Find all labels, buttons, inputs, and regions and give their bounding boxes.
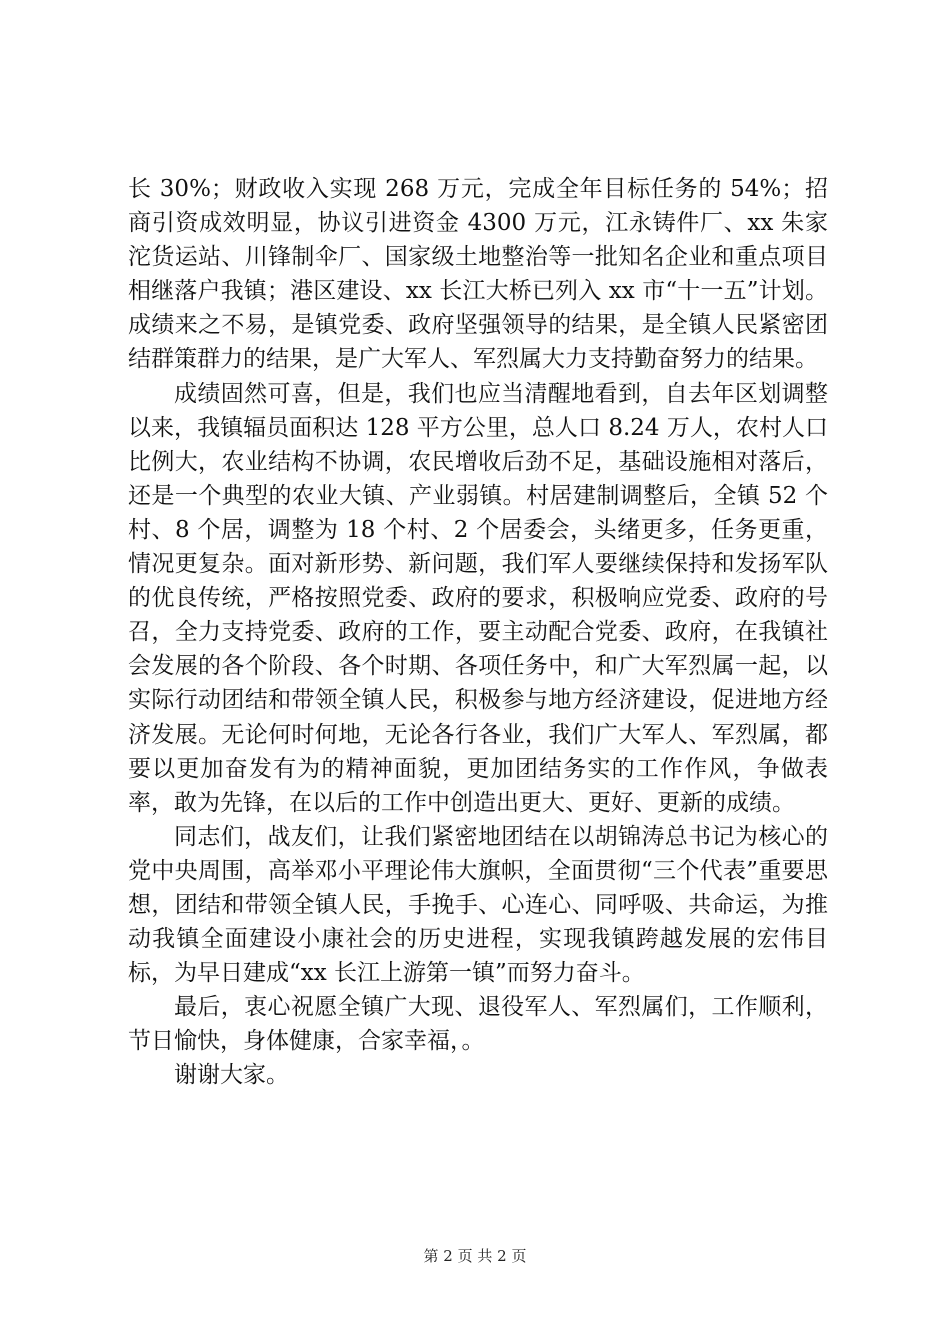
paragraph-closing-wishes: 最后，衷心祝愿全镇广大现、退役军人、军烈属们，工作顺利，节日愉快，身体健康，合家幸福，。 [128, 994, 828, 1055]
paragraph-continued: 长 30%；财政收入实现 268 万元，完成全年目标任务的 54%；招商引资成效明显，协议引进资金 4300 万元，江永铸件厂、xx 朱家沱货运站、川锋制伞厂、国家级土地整治等一批知名企业和重点项目相继落户我镇；港区建设、xx 长江大桥已列入 xx 市“十一五”计划。成绩来之不易，是镇党委、政府坚强领导的结果，是全镇人民紧密团结群策群力的结果，是广大军人、军烈属大力支持勤奋努力的结果。 [128, 176, 828, 373]
paragraph-achievements-challenges: 成绩固然可喜，但是，我们也应当清醒地看到，自去年区划调整以来，我镇辐员面积达 128 平方公里，总人口 8.24 万人，农村人口比例大，农业结构不协调，农民增收后劲不足，基础设施相对落后，还是一个典型的农业大镇、产业弱镇。村居建制调整后，全镇 52 个村、8 个居，调整为 18 个村、2 个居委会，头绪更多，任务更重，情况更复杂。面对新形势、新问题，我们军人要继续保持和发扬军队的优良传统，严格按照党委、政府的要求，积极响应党委、政府的号召，全力支持党委、政府的工作，要主动配合党委、政府，在我镇社会发展的各个阶段、各个时期、各项任务中，和广大军烈属一起，以实际行动团结和带领全镇人民，积极参与地方经济建设，促进地方经济发展。无论何时何地，无论各行各业，我们广大军人、军烈属，都要以更加奋发有为的精神面貌，更加团结务实的工作作风，争做表率，敢为先锋，在以后的工作中创造出更大、更好、更新的成绩。 [128, 380, 828, 816]
document-body [128, 172, 828, 1093]
paragraph-call-to-unite: 同志们，战友们，让我们紧密地团结在以胡锦涛总书记为核心的党中央周围，高举邓小平理论伟大旗帜，全面贯彻“三个代表”重要思想，团结和带领全镇人民，手挽手、心连心、同呼吸、共命运，为推动我镇全面建设小康社会的历史进程，实现我镇跨越发展的宏伟目标，为早日建成“xx 长江上游第一镇”而努力奋斗。 [128, 823, 828, 987]
page-footer: 第 2 页 共 2 页 [423, 1247, 527, 1265]
paragraph-thanks: 谢谢大家。 [174, 1062, 289, 1089]
